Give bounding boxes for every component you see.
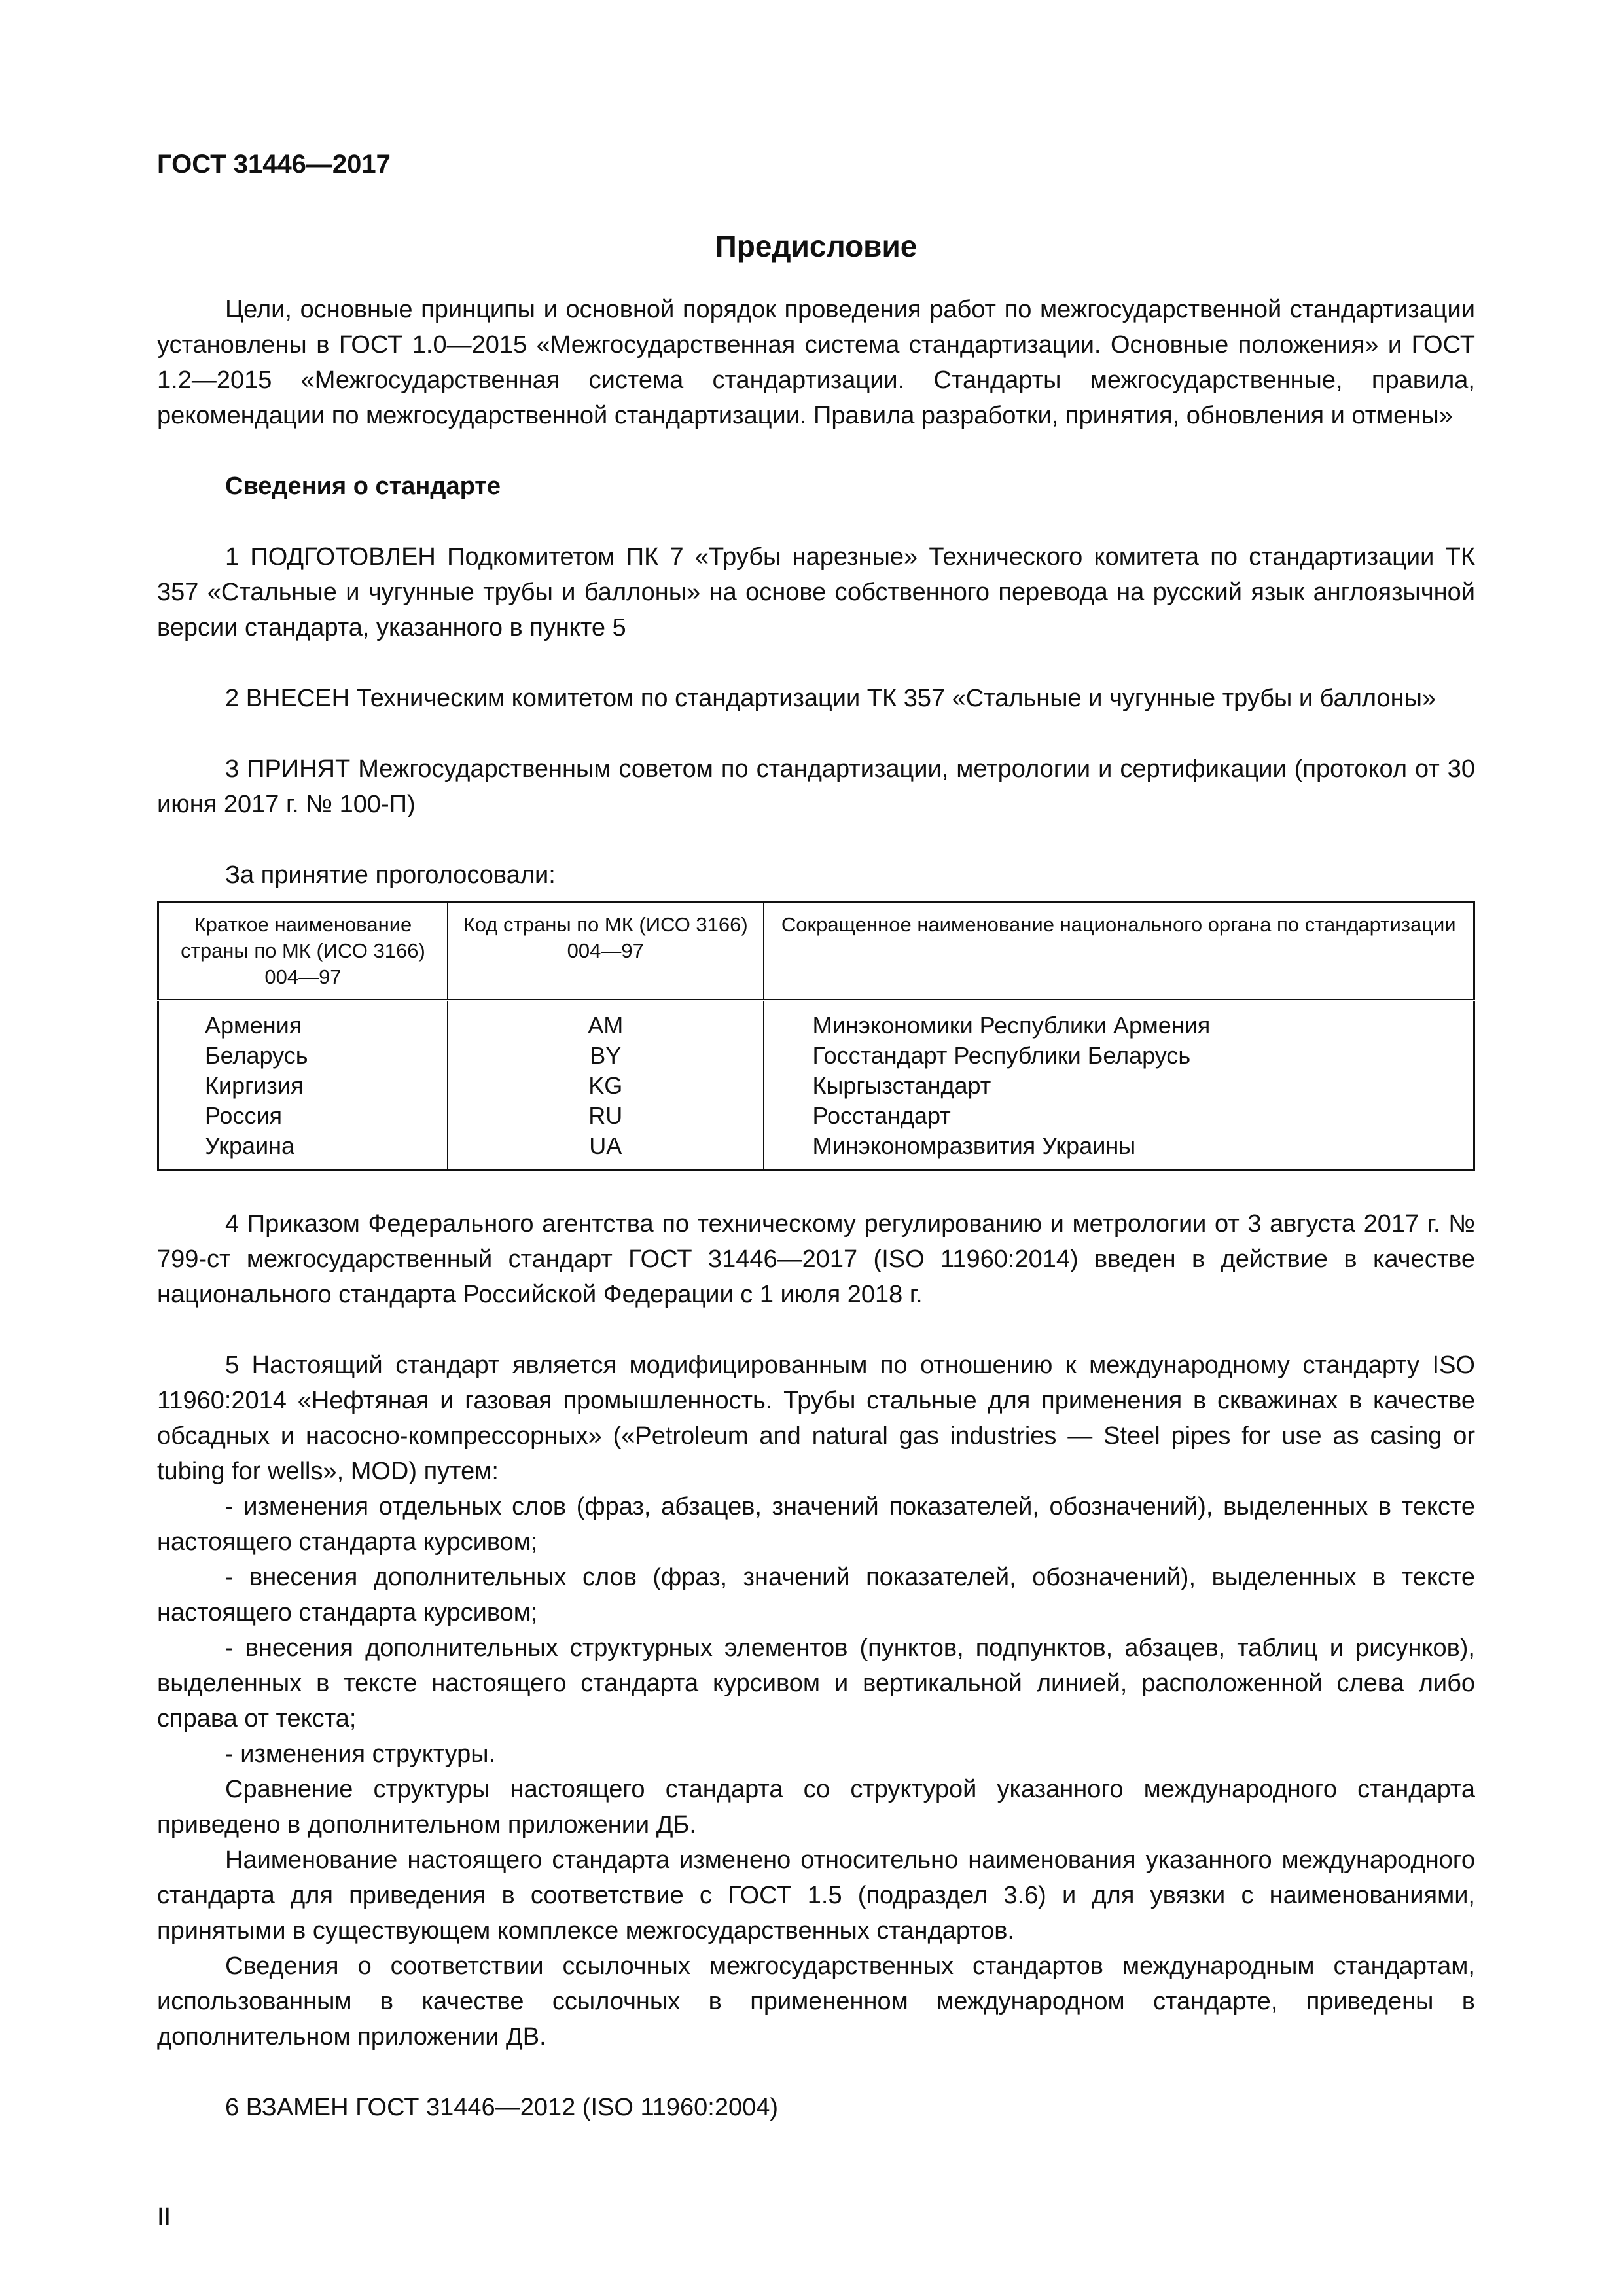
item-1-paragraph: 1 ПОДГОТОВЛЕН Подкомитетом ПК 7 «Трубы нарезные» Технического комитета по стандартизации ТК 357 «Стальные и чугунные трубы и баллоны» на основе собственного перевода на русский язык англоязычной версии стандарта, указанного в пункте 5 <box>157 543 1475 641</box>
subheading: Сведения о стандарте <box>225 473 501 500</box>
table-row <box>158 1131 1474 1170</box>
document-code-header: ГОСТ 31446—2017 <box>157 150 391 179</box>
table-cell-code: BY <box>448 1041 764 1071</box>
vote-table-header-code: Код страны по МК (ИСО 3166) 004—97 <box>448 902 764 1001</box>
naming-paragraph: Наименование настоящего стандарта изменено относительно наименования указанного международного стандарта для приведения в соответствие с ГОСТ 1.5 (подраздел 3.6) и для увязки с наименованиями, принятыми в существующем комплексе межгосударственных стандартов. <box>157 1846 1475 1945</box>
table-cell-body: Росстандарт <box>764 1101 1474 1131</box>
vote-table-header-row <box>158 902 1474 1001</box>
table-cell-country: Беларусь <box>158 1041 448 1071</box>
table-cell-country: Россия <box>158 1101 448 1131</box>
comparison-paragraph: Сравнение структуры настоящего стандарта со структурой указанного международного стандарта приведено в дополнительном приложении ДБ. <box>157 1776 1475 1839</box>
table-cell-body: Минэкономразвития Украины <box>764 1131 1474 1170</box>
table-cell-body: Госстандарт Республики Беларусь <box>764 1041 1474 1071</box>
vote-table-header-body: Сокращенное наименование национального органа по стандартизации <box>764 902 1474 1001</box>
vote-table <box>157 901 1475 1171</box>
table-cell-code: AM <box>448 1001 764 1041</box>
table-cell-code: RU <box>448 1101 764 1131</box>
list-item: - внесения дополнительных структурных элементов (пунктов, подпунктов, абзацев, таблиц и рисунков), выделенных в тексте настоящего стандарта курсивом и вертикальной линией, расположенной слева либо справа от текста; <box>157 1634 1475 1732</box>
list-item: - изменения структуры. <box>225 1740 496 1768</box>
intro-paragraph: Цели, основные принципы и основной порядок проведения работ по межгосударственной стандартизации установлены в ГОСТ 1.0—2015 «Межгосударственная система стандартизации. Основные положения» и ГОСТ 1.2—2015 «Межгосударственная система стандартизации. Стандарты межгосударственные, правила, рекомендации по межгосударственной стандартизации. Правила разработки, принятия, обновления и отмены» <box>157 296 1475 429</box>
table-row <box>158 1001 1474 1041</box>
item-3-paragraph: 3 ПРИНЯТ Межгосударственным советом по стандартизации, метрологии и сертификации (протокол от 30 июня 2017 г. № 100-П) <box>157 755 1475 818</box>
list-item: - внесения дополнительных слов (фраз, значений показателей, обозначений), выделенных в тексте настоящего стандарта курсивом; <box>157 1564 1475 1626</box>
item-4-paragraph: 4 Приказом Федерального агентства по техническому регулированию и метрологии от 3 августа 2017 г. № 799-ст межгосударственный стандарт ГОСТ 31446—2017 (ISO 11960:2014) введен в действие в качестве национального стандарта Российской Федерации с 1 июля 2018 г. <box>157 1210 1475 1308</box>
item-5-paragraph: 5 Настоящий стандарт является модифицированным по отношению к международному стандарту ISO 11960:2014 «Нефтяная и газовая промышленность. Трубы стальные для применения в скважинах в качестве обсадных и насосно-компрессорных» («Petroleum and natural gas industries — Steel pipes for use as casing or tubing for wells», MOD) путем: <box>157 1352 1475 1485</box>
table-cell-country: Киргизия <box>158 1071 448 1101</box>
vote-table-header-country: Краткое наименование страны по МК (ИСО 3166) 004—97 <box>158 902 448 1001</box>
table-row <box>158 1041 1474 1071</box>
references-paragraph: Сведения о соответствии ссылочных межгосударственных стандартов международным стандартам, использованным в качестве ссылочных в примененном международном стандарте, приведены в дополнительном приложении ДВ. <box>157 1952 1475 2051</box>
page-number: II <box>157 2203 171 2231</box>
table-cell-body: Кыргызстандарт <box>764 1071 1474 1101</box>
table-row <box>158 1101 1474 1131</box>
table-cell-body: Минэкономики Республики Армения <box>764 1001 1474 1041</box>
item-2-paragraph: 2 ВНЕСЕН Техническим комитетом по стандартизации ТК 357 «Стальные и чугунные трубы и баллоны» <box>225 685 1436 712</box>
table-cell-country: Армения <box>158 1001 448 1041</box>
item-6-paragraph: 6 ВЗАМЕН ГОСТ 31446—2012 (ISO 11960:2004) <box>225 2094 779 2121</box>
table-row <box>158 1071 1474 1101</box>
list-item: - изменения отдельных слов (фраз, абзацев, значений показателей, обозначений), выделенных в тексте настоящего стандарта курсивом; <box>157 1493 1475 1556</box>
page-title: Предисловие <box>715 229 918 263</box>
vote-label: За принятие проголосовали: <box>225 861 556 889</box>
table-cell-country: Украина <box>158 1131 448 1170</box>
table-cell-code: UA <box>448 1131 764 1170</box>
document-content <box>157 220 1475 2125</box>
table-cell-code: KG <box>448 1071 764 1101</box>
